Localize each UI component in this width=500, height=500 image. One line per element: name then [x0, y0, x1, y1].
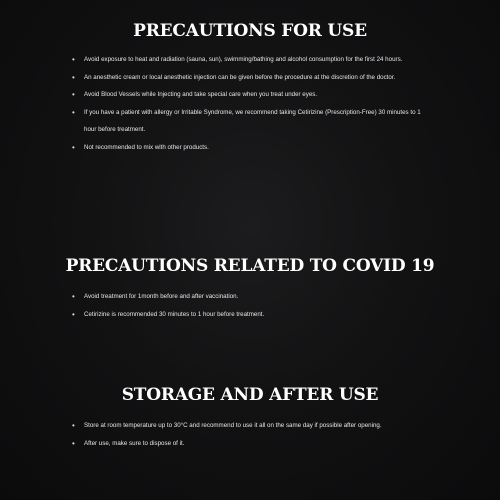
precautions-for-use-title: PRECAUTIONS FOR USE — [133, 21, 367, 41]
bullet-icon: • — [72, 292, 75, 301]
precautions-covid-list — [0, 288, 500, 323]
list-item-text: Avoid Blood Vessels while Injecting and take special care when you treat under eyes. — [84, 91, 318, 98]
list-item-text: If you have a patient with allergy or Irritable Syndrome, we recommend taking Cetirizine (Prescription-Free) 30 minutes to 1 hour before treatment. — [84, 108, 421, 133]
bullet-icon: • — [72, 90, 75, 99]
list-item-text: An anesthetic cream or local anesthetic injection can be given before the procedure at the discretion of the doctor. — [84, 73, 396, 81]
list-item-text: Not recommended to mix with other products. — [84, 143, 209, 151]
list-item — [0, 417, 500, 435]
bullet-icon: • — [72, 438, 75, 448]
list-item-text: Avoid exposure to heat and radiation (sauna, sun), swimming/bathing and alcohol consumption for the first 24 hours. — [84, 56, 403, 63]
list-item — [0, 306, 500, 324]
storage-list — [0, 417, 500, 452]
list-item — [0, 435, 500, 453]
bullet-icon: • — [72, 421, 75, 430]
storage-title: STORAGE AND AFTER USE — [121, 385, 379, 405]
list-item-text: Cetirizine is recommended 30 minutes to 1 hour before treatment. — [84, 310, 265, 318]
precautions-covid-title: PRECAUTIONS RELATED TO COVID 19 — [65, 256, 435, 276]
bullet-icon: • — [72, 72, 75, 82]
bullet-icon: • — [72, 142, 75, 152]
bullet-icon: • — [72, 107, 75, 117]
precautions-covid-section — [0, 253, 500, 323]
bullet-icon: • — [72, 309, 75, 319]
precautions-for-use-list — [0, 51, 500, 156]
bullet-icon: • — [72, 55, 75, 64]
precautions-for-use-section — [0, 18, 500, 156]
list-item — [0, 139, 500, 157]
list-item — [0, 86, 500, 104]
storage-section — [0, 382, 500, 452]
list-item — [0, 104, 500, 139]
list-item — [0, 51, 500, 69]
list-item — [0, 288, 500, 306]
list-item-text: After use, make sure to dispose of it. — [84, 439, 185, 447]
list-item-text: Store at room temperature up to 30°C and recommend to use it all on the same day if possible after opening. — [84, 422, 382, 429]
list-item — [0, 69, 500, 87]
list-item-text: Avoid treatment for 1month before and after vaccination. — [84, 293, 239, 300]
